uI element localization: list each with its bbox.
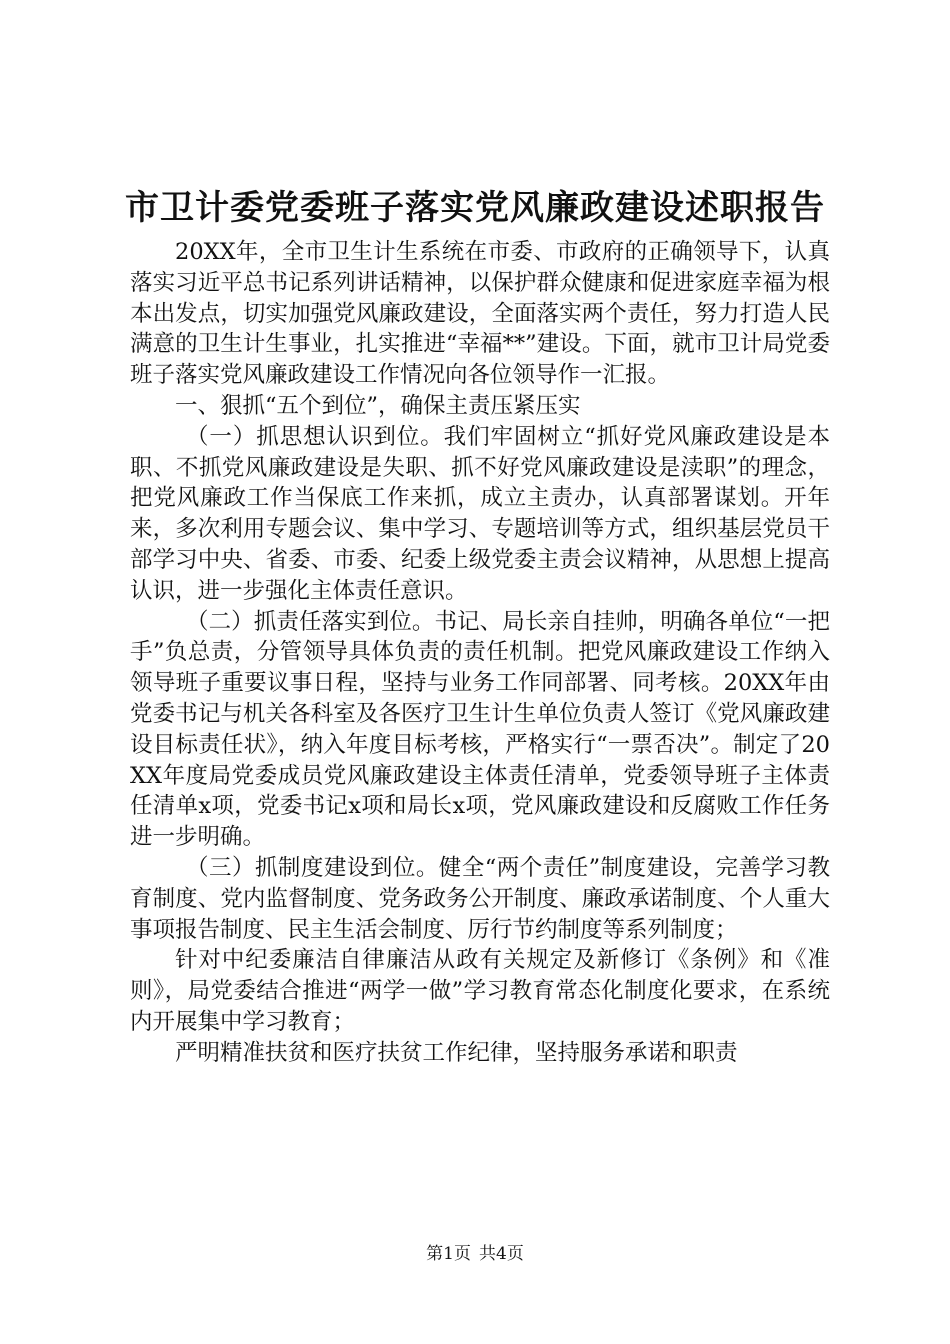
document-title: 市卫计委党委班子落实党风廉政建设述职报告 [125, 188, 825, 228]
paragraph-point-3: （三）抓制度建设到位。健全“两个责任”制度建设，完善学习教育制度、党内监督制度、党务政务公开制度、廉政承诺制度、个人重大事项报告制度、民主生活会制度、厉行节约制度等系列制度； [130, 854, 830, 943]
paragraph-study: 针对中纪委廉洁自律廉洁从政有关规定及新修订《条例》和《准则》，局党委结合推进“两学一做”学习教育常态化制度化要求，在系统内开展集中学习教育； [130, 947, 830, 1035]
document-body [130, 237, 830, 1069]
paragraph-point-2: （二）抓责任落实到位。书记、局长亲自挂帅，明确各单位“一把手”负总责，分管领导具体负责的责任机制。把党风廉政建设工作纳入领导班子重要议事日程，坚持与业务工作同部署、同考核。20XX年由党委书记与机关各科室及各医疗卫生计生单位负责人签订《党风廉政建设目标责任状》，纳入年度目标考核，严格实行“一票否决”。制定了20XX年度局党委成员党风廉政建设主体责任清单，党委领导班子主体责任清单x项，党委书记x项和局长x项，党风廉政建设和反腐败工作任务进一步明确。 [130, 608, 830, 851]
paragraph-intro: 20XX年，全市卫生计生系统在市委、市政府的正确领导下，认真落实习近平总书记系列讲话精神，以保护群众健康和促进家庭幸福为根本出发点，切实加强党风廉政建设，全面落实两个责任，努力打造人民满意的卫生计生事业，扎实推进“幸福**”建设。下面，就市卫计局党委班子落实党风廉政建设工作情况向各位领导作一汇报。 [130, 239, 830, 389]
section-heading: 一、狠抓“五个到位”，确保主责压紧压实 [175, 392, 581, 419]
page-total: 共4页 [479, 1244, 524, 1264]
page-number: 第1页 [426, 1244, 471, 1264]
page-footer [0, 1243, 950, 1265]
paragraph-point-1: （一）抓思想认识到位。我们牢固树立“抓好党风廉政建设是本职、不抓党风廉政建设是失职、抓不好党风廉政建设是渎职”的理念，把党风廉政工作当保底工作来抓，成立主责办，认真部署谋划。开年来，多次利用专题会议、集中学习、专题培训等方式，组织基层党员干部学习中央、省委、市委、纪委上级党委主责会议精神，从思想上提高认识，进一步强化主体责任意识。 [130, 423, 830, 604]
paragraph-discipline: 严明精准扶贫和医疗扶贫工作纪律，坚持服务承诺和职责 [175, 1039, 738, 1066]
